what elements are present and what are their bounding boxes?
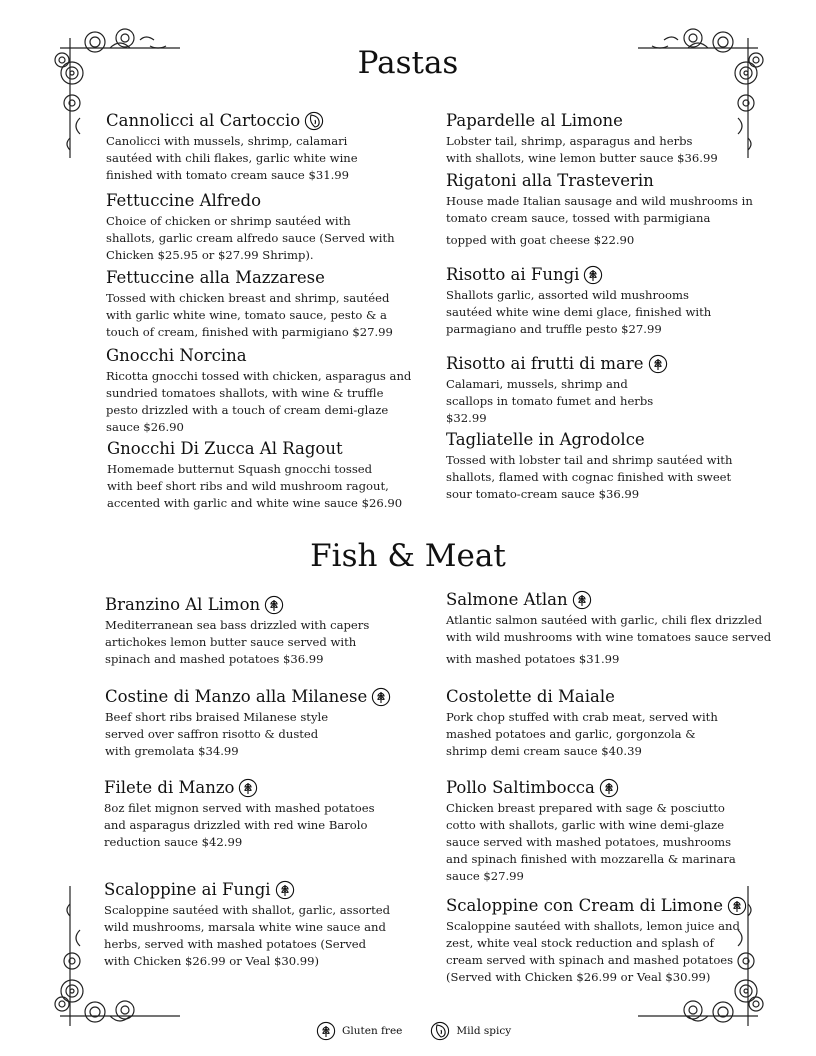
- menu-item: [446, 777, 736, 885]
- legend-mild-spicy-label: Mild spicy: [456, 1025, 512, 1037]
- description-line: Beef short ribs braised Milanese style: [105, 710, 329, 724]
- description-line: zest, white veal stock reduction and splash of: [446, 936, 714, 950]
- gluten-free-icon: [648, 354, 668, 374]
- item-title: Costine di Manzo alla Milanese: [105, 687, 368, 706]
- item-title: Fettuccine Alfredo: [106, 191, 262, 210]
- menu-item-description: [105, 709, 391, 760]
- gluten-free-icon: [275, 880, 295, 900]
- menu-item: [446, 110, 718, 167]
- description-line: Choice of chicken or shrimp sautéed with: [106, 214, 351, 228]
- item-title: Scaloppine con Cream di Limone: [446, 896, 723, 915]
- description-line: tomato cream sauce, tossed with parmigiana: [446, 211, 711, 225]
- gluten-free-icon: [599, 778, 619, 798]
- menu-item: [446, 589, 771, 668]
- description-line: House made Italian sausage and wild mushrooms in: [446, 194, 753, 208]
- menu-item-description: [446, 800, 736, 885]
- description-line: Ricotta gnocchi tossed with chicken, asparagus and: [106, 369, 412, 383]
- description-line: 8oz filet mignon served with mashed potatoes: [104, 801, 375, 815]
- item-title: Gnocchi Di Zucca Al Ragout: [107, 439, 343, 458]
- description-line: sauce served with mashed potatoes, mushrooms: [446, 835, 732, 849]
- menu-item: [446, 429, 732, 503]
- description-line: with beef short ribs and wild mushroom ragout,: [107, 479, 389, 493]
- description-line: parmagiano and truffle pesto $27.99: [446, 322, 662, 336]
- menu-item-description: [107, 461, 402, 512]
- description-line: $32.99: [446, 411, 487, 425]
- description-line: pesto drizzled with a touch of cream demi-glaze: [106, 403, 389, 417]
- description-line: Shallots garlic, assorted wild mushrooms: [446, 288, 689, 302]
- description-line: with Chicken $26.99 or Veal $30.99): [104, 954, 320, 968]
- description-line: topped with goat cheese $22.90: [446, 233, 635, 247]
- gluten-free-icon: [572, 590, 592, 610]
- menu-item-description: [106, 368, 411, 436]
- gluten-free-icon: [371, 687, 391, 707]
- description-line: and asparagus drizzled with red wine Barolo: [104, 818, 368, 832]
- menu-item-name: [106, 345, 411, 366]
- menu-item-name: [446, 429, 732, 450]
- gluten-free-icon: [583, 265, 603, 285]
- menu-item: [105, 594, 369, 668]
- item-title: Cannolicci al Cartoccio: [106, 111, 301, 130]
- description-line: and spinach finished with mozzarella & marinara: [446, 852, 736, 866]
- description-line: scallops in tomato fumet and herbs: [446, 394, 654, 408]
- legend-gluten-free-label: Gluten free: [342, 1025, 403, 1037]
- item-title: Fettuccine alla Mazzarese: [106, 268, 325, 287]
- menu-item-name: [446, 353, 668, 374]
- item-title: Rigatoni alla Trasteverin: [446, 171, 654, 190]
- description-line: spinach and mashed potatoes $36.99: [105, 652, 324, 666]
- description-line: with wild mushrooms with wine tomatoes sauce served: [446, 630, 772, 644]
- description-line: sundried tomatoes shallots, with wine & truffle: [106, 386, 384, 400]
- legend: [316, 1021, 511, 1041]
- item-title: Risotto ai frutti di mare: [446, 354, 644, 373]
- menu-item-description: [446, 133, 718, 167]
- menu-item-name: [107, 438, 402, 459]
- description-line: sauce $26.90: [106, 420, 184, 434]
- description-line: shallots, garlic cream alfredo sauce (Served with: [106, 231, 395, 245]
- menu-item-name: [446, 777, 736, 798]
- description-line: with mashed potatoes $31.99: [446, 652, 620, 666]
- description-line: sour tomato-cream sauce $36.99: [446, 487, 640, 501]
- item-title: Branzino Al Limon: [105, 595, 261, 614]
- description-line: touch of cream, finished with parmigiano $27.99: [106, 325, 393, 339]
- menu-item-name: [446, 895, 747, 916]
- description-line: shallots, flamed with cognac finished with sweet: [446, 470, 732, 484]
- menu-item-description: [106, 133, 358, 184]
- description-line: accented with garlic and white wine sauce $26.90: [107, 496, 403, 510]
- gluten-free-icon: [727, 896, 747, 916]
- menu-item-name: [446, 264, 711, 285]
- description-line: shrimp demi cream sauce $40.39: [446, 744, 642, 758]
- description-line: Canolicci with mussels, shrimp, calamari: [106, 134, 348, 148]
- menu-item: [106, 345, 411, 436]
- item-title: Tagliatelle in Agrodolce: [446, 430, 645, 449]
- description-line: Scaloppine sautéed with shallots, lemon juice and: [446, 919, 740, 933]
- menu-item-name: [446, 589, 771, 610]
- description-line: Homemade butternut Squash gnocchi tossed: [107, 462, 373, 476]
- menu-item: [446, 264, 711, 338]
- description-line: Chicken $25.95 or $27.99 Shrimp).: [106, 248, 314, 262]
- menu-item-name: [106, 267, 393, 288]
- menu-item: [106, 110, 358, 184]
- menu-item-name: [106, 110, 358, 131]
- description-line: with garlic white wine, tomato sauce, pesto & a: [106, 308, 387, 322]
- menu-item-description: [446, 376, 668, 427]
- description-line: (Served with Chicken $26.99 or Veal $30.99): [446, 970, 711, 984]
- description-line: Lobster tail, shrimp, asparagus and herbs: [446, 134, 693, 148]
- description-line: Atlantic salmon sautéed with garlic, chili flex drizzled: [446, 613, 763, 627]
- menu-item: [446, 353, 668, 427]
- description-line: reduction sauce $42.99: [104, 835, 243, 849]
- gluten-free-icon: [316, 1021, 336, 1041]
- description-line: wild mushrooms, marsala white wine sauce and: [104, 920, 386, 934]
- menu-item-name: [105, 686, 391, 707]
- menu-item: [446, 686, 718, 760]
- section-title-fish-meat: Fish & Meat: [310, 538, 506, 574]
- description-line: Calamari, mussels, shrimp and: [446, 377, 628, 391]
- menu-item-name: [104, 777, 375, 798]
- menu-item-description: [446, 612, 771, 668]
- menu-item-description: [106, 290, 393, 341]
- menu-item-name: [104, 879, 390, 900]
- description-line: finished with tomato cream sauce $31.99: [106, 168, 350, 182]
- menu-item-description: [105, 617, 369, 668]
- description-line: cream served with spinach and mashed potatoes: [446, 953, 734, 967]
- description-line: sautéed with chili flakes, garlic white wine: [106, 151, 358, 165]
- description-line: served over saffron risotto & dusted: [105, 727, 319, 741]
- description-line: Tossed with chicken breast and shrimp, sautéed: [106, 291, 390, 305]
- menu-item-name: [446, 110, 718, 131]
- item-title: Scaloppine ai Fungi: [104, 880, 271, 899]
- menu-item: [446, 895, 747, 986]
- item-title: Costolette di Maiale: [446, 687, 615, 706]
- description-line: Scaloppine sautéed with shallot, garlic, assorted: [104, 903, 391, 917]
- menu-item: [104, 777, 375, 851]
- menu-item-name: [446, 686, 718, 707]
- description-line: artichokes lemon butter sauce served with: [105, 635, 357, 649]
- section-title-pastas: Pastas: [357, 45, 459, 81]
- description-line: herbs, served with mashed potatoes (Served: [104, 937, 367, 951]
- item-title: Salmone Atlan: [446, 590, 568, 609]
- menu-item-name: [106, 190, 395, 211]
- menu-item: [106, 190, 395, 264]
- description-line: with gremolata $34.99: [105, 744, 239, 758]
- menu-item: [106, 267, 393, 341]
- menu-item: [446, 170, 753, 249]
- menu-item-description: [106, 213, 395, 264]
- item-title: Pollo Saltimbocca: [446, 778, 595, 797]
- description-line: Tossed with lobster tail and shrimp sautéed with: [446, 453, 733, 467]
- description-line: with shallots, wine lemon butter sauce $36.99: [446, 151, 718, 165]
- menu-item-description: [446, 287, 711, 338]
- menu-item-description: [104, 902, 390, 970]
- menu-item-description: [104, 800, 375, 851]
- menu-item: [107, 438, 402, 512]
- gluten-free-icon: [238, 778, 258, 798]
- menu-item-description: [446, 193, 753, 249]
- item-title: Gnocchi Norcina: [106, 346, 247, 365]
- description-line: mashed potatoes and garlic, gorgonzola &: [446, 727, 696, 741]
- description-line: sauce $27.99: [446, 869, 524, 883]
- item-title: Risotto ai Fungi: [446, 265, 580, 284]
- gluten-free-icon: [264, 595, 284, 615]
- menu-item-description: [446, 709, 718, 760]
- menu-item: [105, 686, 391, 760]
- item-title: Papardelle al Limone: [446, 111, 623, 130]
- menu-item-description: [446, 452, 732, 503]
- menu-item: [104, 879, 390, 970]
- menu-item-name: [105, 594, 369, 615]
- item-title: Filete di Manzo: [104, 778, 235, 797]
- description-line: sautéed white wine demi glace, finished with: [446, 305, 712, 319]
- description-line: Chicken breast prepared with sage & posciutto: [446, 801, 725, 815]
- mild-spicy-icon: [304, 111, 324, 131]
- menu-item-description: [446, 918, 747, 986]
- menu-item-name: [446, 170, 753, 191]
- description-line: Pork chop stuffed with crab meat, served with: [446, 710, 718, 724]
- mild-spicy-icon: [430, 1021, 450, 1041]
- description-line: cotto with shallots, garlic with wine demi-glaze: [446, 818, 725, 832]
- description-line: Mediterranean sea bass drizzled with capers: [105, 618, 370, 632]
